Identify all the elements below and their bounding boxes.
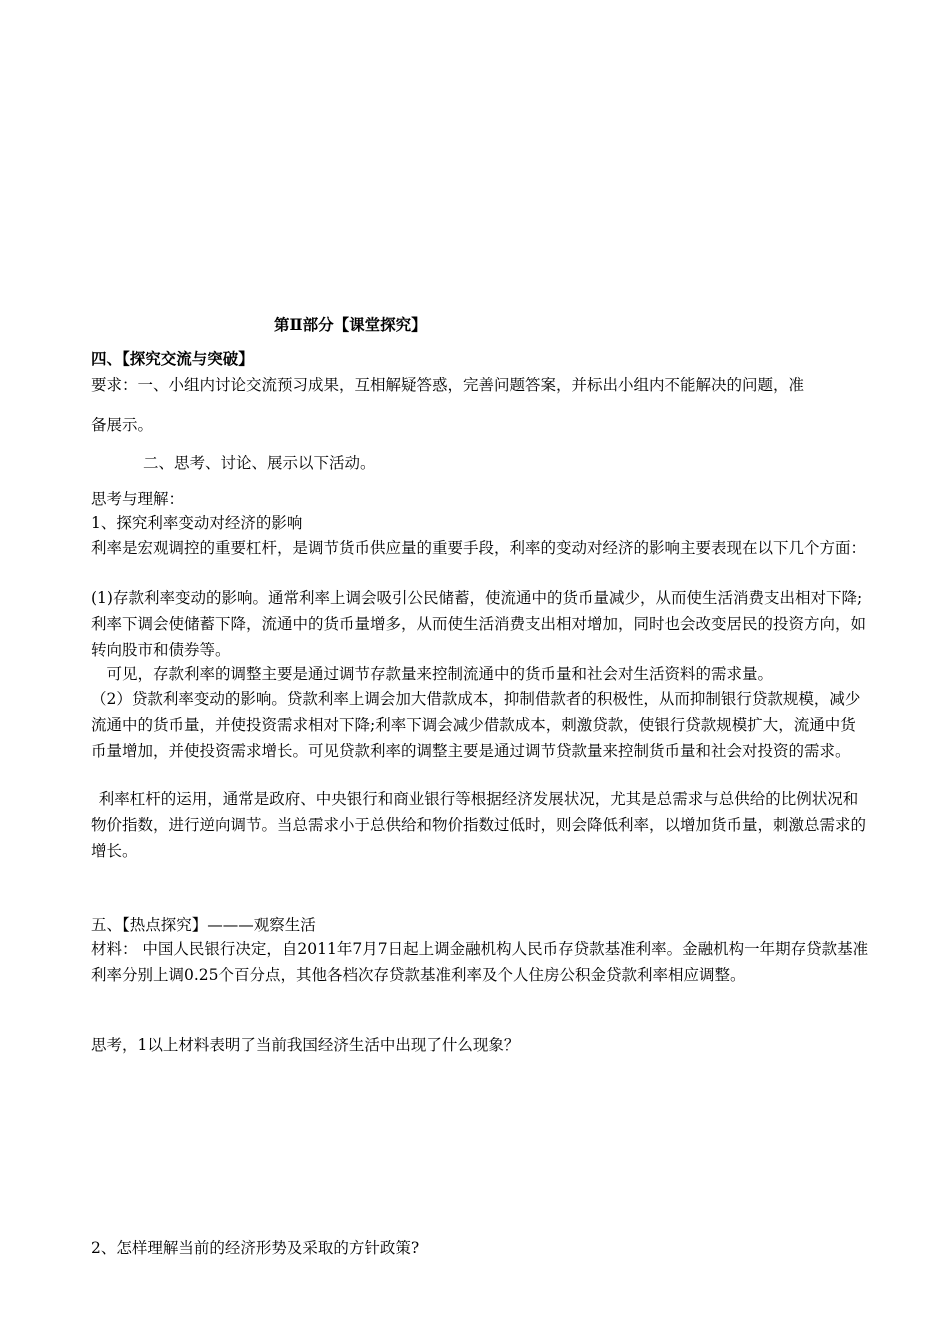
section4-heading: 四、【探究交流与突破】 (91, 349, 254, 368)
requirement-line1: 要求：一、小组内讨论交流预习成果，互相解疑答惑，完善问题答案，并标出小组内不能解决的问题，准 (91, 376, 805, 394)
deposit-rate-paragraph: (1)存款利率变动的影响。通常利率上调会吸引公民储蓄，使流通中的货币量减少，从而使生活消费支出相对下降;利率下调会使储蓄下降，流通中的货币量增多，从而使生活消费支出相对增加，同时也会改变居民的投资方向，如转向股市和债券等。 (91, 589, 867, 659)
material-paragraph: 材料： 中国人民银行决定，自2011年7月7日起上调金融机构人民币存贷款基准利率。金融机构一年期存贷款基准利率分别上调0.25个百分点，其他各档次存贷款基准利率及个人住房公积金贷款利率相应调整。 (91, 940, 869, 984)
item1-title: 1、探究利率变动对经济的影响 (91, 514, 303, 532)
deposit-conclusion-paragraph: 可见，存款利率的调整主要是通过调节存款量来控制流通中的货币量和社会对生活资料的需求量。 (106, 665, 774, 683)
question-one: 思考，1以上材料表明了当前我国经济生活中出现了什么现象？ (91, 1036, 520, 1054)
think-heading: 思考与理解： (91, 490, 185, 508)
question-two: 2、怎样理解当前的经济形势及采取的方针政策? (91, 1239, 420, 1257)
part-title: 第Ⅱ部分【课堂探究】 (274, 315, 427, 334)
intro-paragraph: 利率是宏观调控的重要杠杆，是调节货币供应量的重要手段，利率的变动对经济的影响主要表现在以下几个方面： (91, 539, 867, 557)
rate-lever-paragraph: 利率杠杆的运用，通常是政府、中央银行和商业银行等根据经济发展状况，尤其是总需求与总供给的比例状况和物价指数，进行逆向调节。当总需求小于总供给和物价指数过低时，则会降低利率，以增加货币量，刺激总需求的增长。 (91, 790, 867, 860)
loan-rate-paragraph: （2）贷款利率变动的影响。贷款利率上调会加大借款成本，抑制借款者的积极性，从而抑制银行贷款规模，减少流通中的货币量，并使投资需求相对下降;利率下调会减少借款成本，刺激贷款，使银行贷款规模扩大，流通中货币量增加，并使投资需求增长。可见贷款利率的调整主要是通过调节贷款量来控制货币量和社会对投资的需求。 (91, 690, 861, 760)
requirement-line2: 备展示。 (91, 416, 154, 434)
requirement-two: 二、思考、讨论、展示以下活动。 (143, 454, 376, 472)
section5-heading: 五、【热点探究】———观察生活 (91, 916, 316, 934)
